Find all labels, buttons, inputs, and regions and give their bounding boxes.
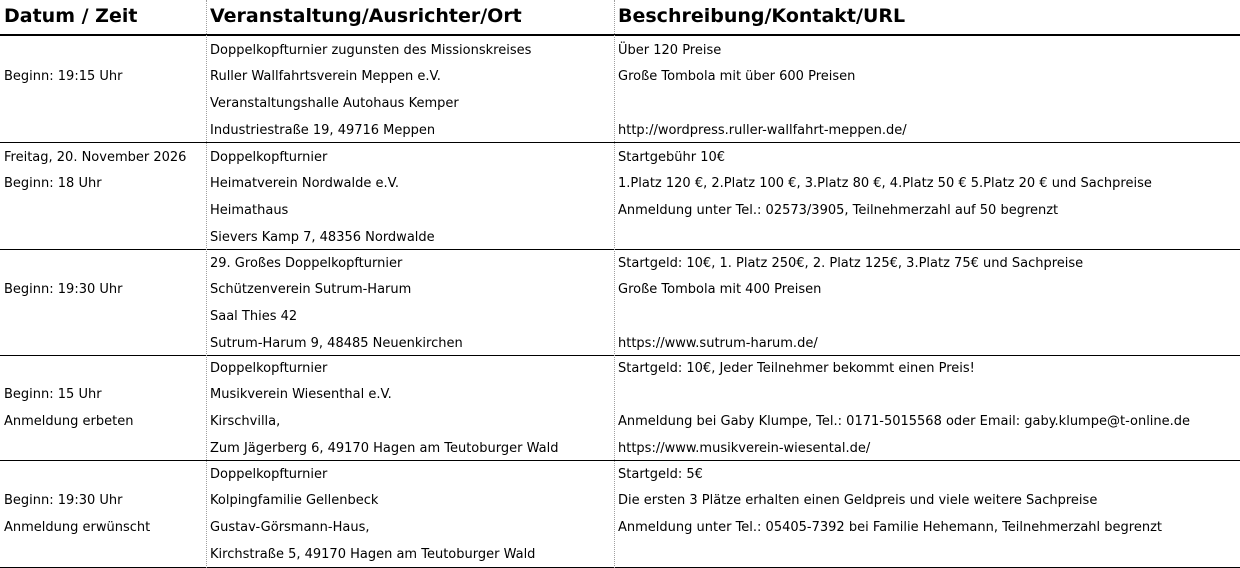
- date-line: Beginn: 18 Uhr: [4, 176, 102, 191]
- event-line: Doppelkopfturnier: [210, 361, 328, 376]
- header-description-contact-url: Beschreibung/Kontakt/URL: [618, 5, 906, 27]
- event-line: Veranstaltungshalle Autohaus Kemper: [210, 96, 459, 111]
- column-divider: [206, 0, 207, 568]
- event-line: Sutrum-Harum 9, 48485 Neuenkirchen: [210, 336, 463, 351]
- column-divider: [614, 0, 615, 568]
- description-line: Große Tombola mit über 600 Preisen: [618, 69, 856, 84]
- event-line: Saal Thies 42: [210, 309, 298, 324]
- description-line: https://www.musikverein-wiesental.de/: [618, 441, 871, 456]
- event-line: Zum Jägerberg 6, 49170 Hagen am Teutoburger Wald: [210, 441, 559, 456]
- description-line: Anmeldung bei Gaby Klumpe, Tel.: 0171-5015568 oder Email: gaby.klumpe@t-online.de: [618, 414, 1191, 429]
- date-line: Beginn: 15 Uhr: [4, 387, 102, 402]
- event-line: Musikverein Wiesenthal e.V.: [210, 387, 392, 402]
- description-line: Startgeld: 5€: [618, 467, 703, 482]
- event-line: Doppelkopfturnier: [210, 150, 328, 165]
- table-row: [0, 250, 1240, 356]
- description-line: Startgeld: 10€, Jeder Teilnehmer bekommt einen Preis!: [618, 361, 975, 376]
- description-line: Startgeld: 10€, 1. Platz 250€, 2. Platz 125€, 3.Platz 75€ und Sachpreise: [618, 256, 1084, 271]
- description-line: 1.Platz 120 €, 2.Platz 100 €, 3.Platz 80 €, 4.Platz 50 € 5.Platz 20 € und Sachpreise: [618, 176, 1152, 191]
- table-row: [0, 37, 1240, 143]
- event-line: Doppelkopfturnier: [210, 467, 328, 482]
- date-line: Anmeldung erbeten: [4, 414, 134, 429]
- event-line: Ruller Wallfahrtsverein Meppen e.V.: [210, 69, 441, 84]
- event-line: Schützenverein Sutrum-Harum: [210, 282, 412, 297]
- description-line: http://wordpress.ruller-wallfahrt-meppen.de/: [618, 123, 907, 138]
- event-line: Kolpingfamilie Gellenbeck: [210, 493, 379, 508]
- description-line: Die ersten 3 Plätze erhalten einen Geldpreis und viele weitere Sachpreise: [618, 493, 1098, 508]
- date-line: Beginn: 19:30 Uhr: [4, 493, 123, 508]
- event-line: Heimathaus: [210, 203, 289, 218]
- table-header: [0, 0, 1240, 36]
- table-row: [0, 355, 1240, 461]
- header-date-time: Datum / Zeit: [4, 5, 138, 27]
- description-line: Über 120 Preise: [618, 43, 722, 58]
- event-line: Kirschvilla,: [210, 414, 281, 429]
- date-line: Freitag, 20. November 2026: [4, 150, 187, 165]
- description-line: Anmeldung unter Tel.: 02573/3905, Teilnehmerzahl auf 50 begrenzt: [618, 203, 1059, 218]
- description-line: https://www.sutrum-harum.de/: [618, 336, 818, 351]
- header-event-organizer-location: Veranstaltung/Ausrichter/Ort: [210, 5, 522, 27]
- table-row: [0, 461, 1240, 568]
- event-line: Gustav-Görsmann-Haus,: [210, 520, 370, 535]
- date-line: Beginn: 19:15 Uhr: [4, 69, 123, 84]
- description-line: Große Tombola mit 400 Preisen: [618, 282, 822, 297]
- event-line: Doppelkopfturnier zugunsten des Missionskreises: [210, 43, 532, 58]
- event-line: Industriestraße 19, 49716 Meppen: [210, 123, 436, 138]
- date-line: Beginn: 19:30 Uhr: [4, 282, 123, 297]
- table-row: [0, 144, 1240, 250]
- event-line: 29. Großes Doppelkopfturnier: [210, 256, 403, 271]
- description-line: Startgebühr 10€: [618, 150, 726, 165]
- date-line: Anmeldung erwünscht: [4, 520, 151, 535]
- event-line: Heimatverein Nordwalde e.V.: [210, 176, 399, 191]
- event-line: Sievers Kamp 7, 48356 Nordwalde: [210, 230, 435, 245]
- event-line: Kirchstraße 5, 49170 Hagen am Teutoburger Wald: [210, 547, 536, 562]
- description-line: Anmeldung unter Tel.: 05405-7392 bei Familie Hehemann, Teilnehmerzahl begrenzt: [618, 520, 1163, 535]
